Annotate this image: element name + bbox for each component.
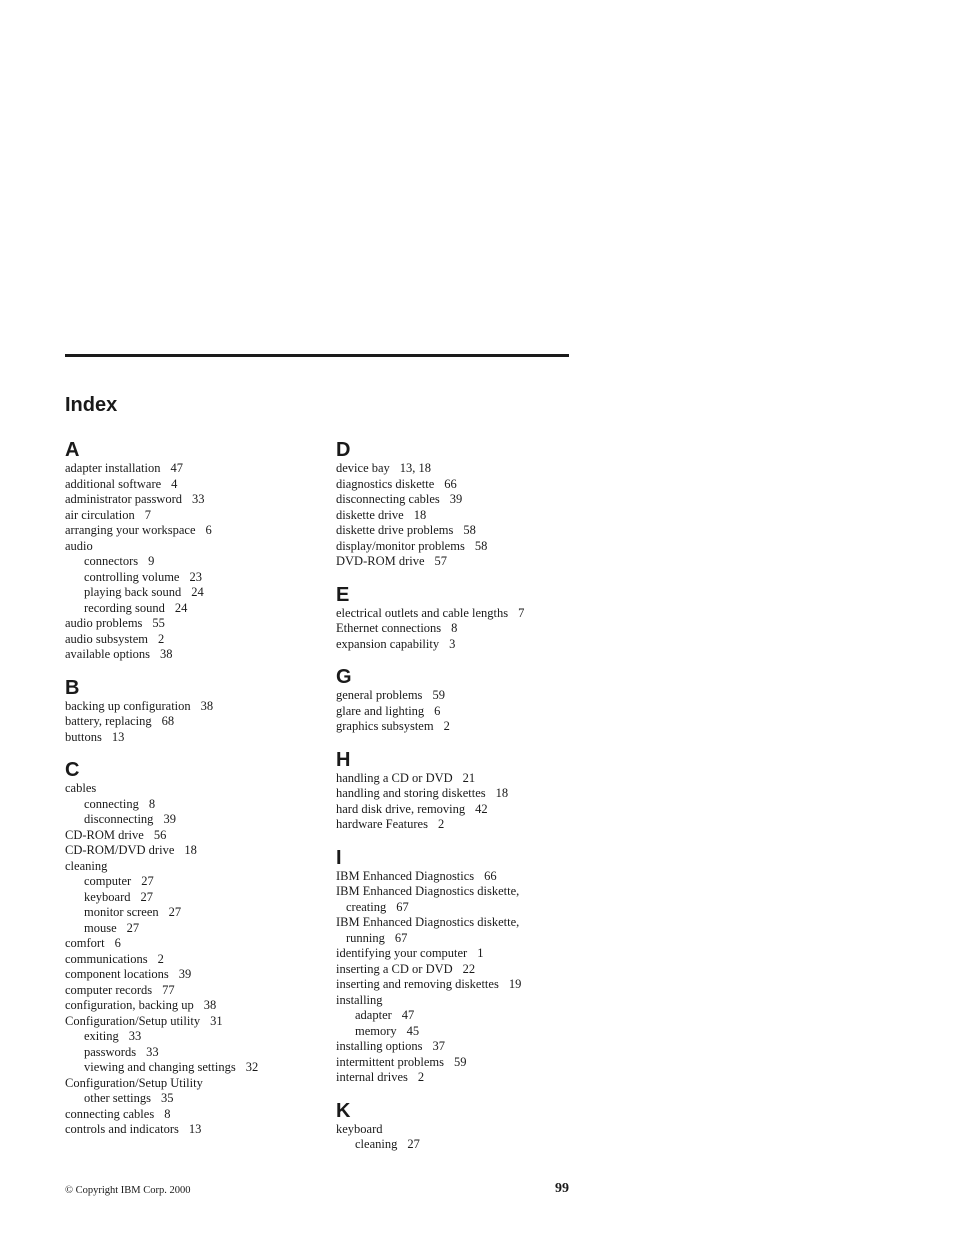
entry-term: cleaning	[355, 1137, 398, 1151]
index-entry	[65, 828, 305, 844]
entry-page-ref: 27	[140, 889, 154, 904]
entry-term: glare and lighting	[336, 703, 425, 718]
index-entry	[65, 508, 305, 524]
index-entry	[336, 1055, 576, 1071]
index-entry	[336, 962, 576, 978]
entry-page-ref: 8	[148, 796, 156, 811]
section-letter: E	[336, 583, 350, 606]
entry-page-ref: 13, 18	[399, 461, 432, 475]
index-subentry	[336, 1024, 576, 1040]
index-entry	[336, 523, 576, 539]
entry-page-ref: 6	[114, 936, 121, 950]
entry-term: DVD-ROM drive	[336, 554, 425, 568]
entry-term: hardware Features	[336, 817, 428, 831]
entry-term: diskette drive problems	[336, 523, 454, 537]
entry-page-ref: 1	[477, 946, 484, 960]
index-subentry	[336, 1137, 576, 1153]
index-entry	[65, 461, 305, 477]
entry-term: computer records	[65, 982, 153, 997]
index-entry	[336, 688, 576, 704]
index-entry	[65, 1107, 305, 1123]
entry-page-ref: 66	[444, 476, 457, 491]
entry-page-ref: 31	[210, 1013, 223, 1028]
entry-term: cables	[65, 781, 97, 795]
index-subentry	[65, 874, 305, 890]
section-letter: C	[65, 759, 80, 781]
index-entry	[65, 967, 305, 983]
index-section-h	[336, 748, 576, 833]
index-entry	[336, 704, 576, 720]
index-entry	[336, 719, 576, 735]
entry-term: disconnecting cables	[336, 492, 440, 506]
index-entry	[336, 993, 576, 1009]
index-section-e	[336, 583, 576, 653]
entry-page-ref: 2	[437, 817, 445, 831]
entry-term: air circulation	[65, 507, 135, 522]
entry-term: expansion capability	[336, 636, 440, 651]
index-entry	[65, 616, 305, 632]
entry-term: monitor screen	[84, 905, 159, 919]
entry-term: keyboard	[336, 1121, 383, 1136]
entry-page-ref: 42	[475, 801, 488, 816]
entry-page-ref: 24	[191, 585, 204, 599]
index-entry	[65, 843, 305, 859]
entry-term: recording sound	[84, 600, 165, 615]
entry-term: diskette drive	[336, 507, 404, 522]
entry-term: mouse	[84, 920, 117, 935]
entry-page-ref: 2	[443, 719, 450, 733]
entry-page-ref: 56	[153, 827, 167, 842]
entry-page-ref: 27	[168, 905, 182, 919]
section-letter: H	[336, 748, 351, 771]
page-title: Index	[65, 394, 118, 416]
index-section-g	[336, 665, 576, 735]
entry-page-ref: 47	[170, 461, 183, 475]
entry-term: handling a CD or DVD	[336, 770, 453, 785]
entry-term: inserting and removing diskettes	[336, 977, 499, 991]
entry-page-ref: 47	[401, 1008, 415, 1022]
section-letter: K	[336, 1099, 351, 1122]
entry-page-ref: 32	[245, 1060, 259, 1074]
index-entry	[336, 786, 576, 802]
index-subentry	[65, 1029, 305, 1045]
index-entry	[65, 647, 305, 663]
index-subentry	[65, 1091, 305, 1107]
entry-term: keyboard	[84, 889, 131, 904]
entry-term: running	[346, 930, 385, 945]
entry-page-ref: 33	[192, 492, 205, 506]
entry-page-ref: 68	[161, 714, 175, 728]
entry-term: disconnecting	[84, 812, 154, 826]
entry-page-ref: 2	[157, 631, 165, 646]
index-section-a	[65, 438, 305, 663]
entry-term: component locations	[65, 967, 169, 981]
entry-page-ref: 2	[157, 951, 164, 966]
entry-page-ref: 67	[396, 899, 409, 914]
index-subentry	[65, 585, 305, 601]
entry-page-ref: 18	[184, 843, 197, 857]
entry-term: battery, replacing	[65, 714, 152, 728]
index-section-i	[336, 846, 576, 1086]
entry-term: adapter installation	[65, 461, 161, 475]
index-section-k	[336, 1099, 576, 1153]
entry-term: electrical outlets and cable lengths	[336, 605, 509, 620]
entry-term: connecting cables	[65, 1106, 155, 1121]
entry-term: additional software	[65, 476, 162, 491]
entry-term: playing back sound	[84, 585, 182, 599]
entry-page-ref: 58	[463, 523, 476, 537]
entry-page-ref: 6	[205, 523, 212, 537]
entry-term: connectors	[84, 554, 139, 568]
entry-term: internal drives	[336, 1070, 408, 1084]
entry-term: buttons	[65, 729, 102, 744]
index-entry	[65, 523, 305, 539]
index-section-c	[65, 758, 305, 1138]
entry-page-ref: 66	[484, 868, 497, 883]
index-entry	[65, 936, 305, 952]
entry-term: connecting	[84, 796, 139, 811]
entry-term: cleaning	[65, 858, 108, 873]
section-letter: B	[65, 676, 80, 699]
entry-term: IBM Enhanced Diagnostics diskette,	[336, 884, 520, 898]
entry-term: creating	[346, 899, 387, 914]
index-subentry	[65, 797, 305, 813]
entry-term: hard disk drive, removing	[336, 801, 466, 816]
index-entry	[65, 539, 305, 555]
index-subentry	[65, 812, 305, 828]
entry-term: backing up configuration	[65, 698, 191, 713]
entry-term: handling and storing diskettes	[336, 786, 486, 800]
index-entry	[336, 637, 576, 653]
entry-term: CD-ROM drive	[65, 827, 144, 842]
index-subentry	[336, 931, 576, 947]
index-entry	[336, 802, 576, 818]
index-entry	[336, 884, 576, 900]
section-letter: A	[65, 439, 80, 461]
entry-term: audio problems	[65, 616, 143, 630]
entry-page-ref: 33	[128, 1029, 142, 1043]
entry-page-ref: 4	[171, 476, 178, 491]
index-subentry	[65, 905, 305, 921]
copyright-notice: © Copyright IBM Corp. 2000	[65, 1185, 191, 1196]
entry-term: communications	[65, 951, 148, 966]
entry-term: IBM Enhanced Diagnostics diskette,	[336, 915, 520, 929]
entry-term: installing options	[336, 1039, 423, 1053]
index-entry	[336, 539, 576, 555]
index-entry	[336, 977, 576, 993]
entry-page-ref: 24	[174, 600, 188, 615]
entry-page-ref: 33	[146, 1044, 159, 1059]
section-letter: G	[336, 666, 352, 688]
entry-term: display/monitor problems	[336, 538, 465, 553]
index-entry	[336, 946, 576, 962]
index-entry	[336, 869, 576, 885]
index-entry	[65, 730, 305, 746]
entry-page-ref: 8	[164, 1106, 171, 1121]
entry-page-ref: 55	[152, 616, 165, 630]
entry-term: controls and indicators	[65, 1122, 179, 1136]
entry-term: passwords	[84, 1044, 137, 1059]
index-entry	[336, 1070, 576, 1086]
index-entry	[336, 606, 576, 622]
entry-term: Configuration/Setup Utility	[65, 1075, 203, 1090]
index-section-b	[65, 676, 305, 746]
entry-page-ref: 19	[508, 977, 522, 991]
index-subentry	[65, 570, 305, 586]
entry-term: diagnostics diskette	[336, 476, 435, 491]
entry-term: computer	[84, 874, 132, 888]
index-column-right	[336, 438, 576, 1166]
entry-page-ref: 23	[189, 569, 202, 584]
entry-term: Ethernet connections	[336, 621, 442, 635]
entry-term: available options	[65, 647, 151, 661]
entry-term: device bay	[336, 461, 390, 475]
entry-term: exiting	[84, 1029, 119, 1043]
index-entry	[65, 998, 305, 1014]
entry-term: intermittent problems	[336, 1054, 444, 1069]
entry-term: audio	[65, 538, 93, 553]
entry-term: memory	[355, 1023, 397, 1038]
index-entry	[336, 915, 576, 931]
entry-page-ref: 35	[161, 1091, 174, 1105]
index-entry	[336, 1122, 576, 1138]
index-entry	[65, 1122, 305, 1138]
index-subentry	[65, 1060, 305, 1076]
entry-term: installing	[336, 992, 383, 1007]
index-subentry	[65, 921, 305, 937]
entry-term: inserting a CD or DVD	[336, 961, 453, 976]
entry-page-ref: 8	[451, 621, 458, 635]
index-entry	[65, 714, 305, 730]
entry-page-ref: 27	[126, 920, 140, 935]
index-entry	[336, 477, 576, 493]
index-entry	[65, 492, 305, 508]
section-letter: I	[336, 846, 342, 869]
entry-term: CD-ROM/DVD drive	[65, 843, 175, 857]
entry-page-ref: 59	[432, 688, 445, 702]
entry-page-ref: 39	[449, 492, 463, 506]
entry-term: comfort	[65, 936, 105, 950]
entry-term: IBM Enhanced Diagnostics	[336, 868, 475, 883]
index-column-left	[65, 438, 305, 1151]
index-subentry	[65, 601, 305, 617]
index-section-d	[336, 438, 576, 570]
entry-term: configuration, backing up	[65, 998, 194, 1012]
index-entry	[65, 1014, 305, 1030]
index-entry	[65, 1076, 305, 1092]
entry-page-ref: 38	[203, 998, 217, 1012]
page-number: 99	[555, 1181, 569, 1196]
entry-term: arranging your workspace	[65, 523, 196, 537]
section-letter: D	[336, 439, 351, 461]
index-entry	[65, 983, 305, 999]
entry-page-ref: 18	[495, 786, 509, 800]
index-entry	[336, 771, 576, 787]
entry-term: viewing and changing settings	[84, 1060, 236, 1074]
entry-page-ref: 27	[141, 874, 154, 888]
index-subentry	[65, 554, 305, 570]
entry-term: other settings	[84, 1091, 152, 1105]
entry-page-ref: 22	[462, 961, 476, 976]
index-subentry	[65, 890, 305, 906]
entry-term: controlling volume	[84, 569, 180, 584]
entry-page-ref: 21	[462, 770, 476, 785]
entry-term: adapter	[355, 1008, 392, 1022]
index-subentry	[336, 1008, 576, 1024]
entry-page-ref: 13	[111, 729, 125, 744]
entry-term: Configuration/Setup utility	[65, 1013, 201, 1028]
entry-page-ref: 39	[178, 967, 192, 981]
entry-page-ref: 7	[144, 507, 152, 522]
entry-page-ref: 18	[413, 507, 427, 522]
header-rule	[65, 354, 569, 357]
index-entry	[65, 632, 305, 648]
entry-page-ref: 38	[160, 647, 173, 661]
entry-page-ref: 2	[417, 1070, 425, 1084]
entry-page-ref: 3	[449, 636, 456, 651]
index-entry	[336, 621, 576, 637]
entry-term: general problems	[336, 688, 423, 702]
index-subentry	[336, 900, 576, 916]
index-entry	[336, 492, 576, 508]
entry-term: audio subsystem	[65, 631, 148, 646]
entry-page-ref: 77	[162, 982, 175, 997]
index-entry	[336, 508, 576, 524]
entry-page-ref: 13	[188, 1122, 202, 1136]
index-entry	[336, 817, 576, 833]
entry-term: administrator password	[65, 492, 182, 506]
entry-page-ref: 37	[432, 1039, 445, 1053]
entry-page-ref: 27	[407, 1137, 420, 1151]
index-entry	[336, 1039, 576, 1055]
index-entry	[65, 477, 305, 493]
entry-page-ref: 57	[434, 554, 448, 568]
entry-term: identifying your computer	[336, 946, 468, 960]
index-entry	[65, 781, 305, 797]
entry-page-ref: 9	[148, 554, 155, 568]
entry-page-ref: 45	[406, 1023, 420, 1038]
index-entry	[65, 699, 305, 715]
index-entry	[65, 859, 305, 875]
entry-term: graphics subsystem	[336, 719, 434, 733]
entry-page-ref: 7	[518, 605, 525, 620]
entry-page-ref: 6	[434, 703, 441, 718]
index-entry	[336, 554, 576, 570]
index-entry	[336, 461, 576, 477]
entry-page-ref: 58	[474, 538, 488, 553]
index-entry	[65, 952, 305, 968]
entry-page-ref: 38	[200, 698, 214, 713]
entry-page-ref: 39	[163, 812, 176, 826]
index-subentry	[65, 1045, 305, 1061]
entry-page-ref: 67	[394, 930, 408, 945]
entry-page-ref: 59	[453, 1054, 467, 1069]
